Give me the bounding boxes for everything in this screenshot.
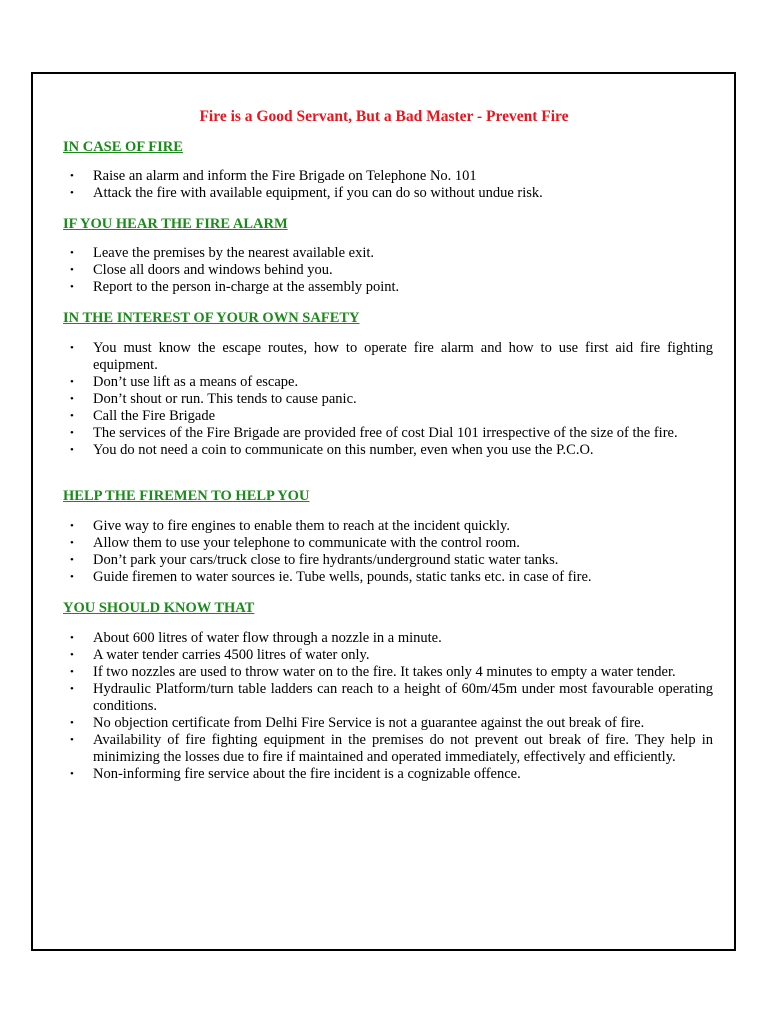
list-item: • Close all doors and windows behind you. [70, 262, 333, 278]
bullet-icon: • [70, 187, 74, 199]
bullet-icon: • [70, 247, 74, 259]
bullet-icon: • [70, 264, 74, 276]
bullet-icon: • [70, 444, 74, 456]
section-heading: IN THE INTEREST OF YOUR OWN SAFETY [63, 310, 360, 326]
section-heading: IF YOU HEAR THE FIRE ALARM [63, 216, 288, 232]
bullet-icon: • [70, 768, 74, 780]
list-item: • Leave the premises by the nearest available exit. [70, 245, 375, 261]
bullet-list [63, 518, 713, 586]
bullet-icon: • [70, 554, 74, 566]
bullet-icon: • [70, 281, 74, 293]
bullet-list [63, 168, 713, 202]
section-in-case-of-fire [63, 138, 713, 202]
list-item: • You do not need a coin to communicate on this number, even when you use the P.C.O. [70, 442, 594, 458]
list-item: • Hydraulic Platform/turn table ladders can reach to a height of 60m/45m under most favourable operating conditions. [70, 681, 713, 714]
bullet-icon: • [70, 427, 74, 439]
section-you-should-know-that [63, 599, 713, 783]
section-own-safety [63, 309, 713, 459]
bullet-icon: • [70, 683, 74, 695]
list-item: • Report to the person in-charge at the assembly point. [70, 279, 400, 295]
bullet-icon: • [70, 520, 74, 532]
list-item: • Guide firemen to water sources ie. Tube wells, pounds, static tanks etc. in case of fire. [70, 569, 592, 585]
list-item: • About 600 litres of water flow through a nozzle in a minute. [70, 630, 442, 646]
list-item: • Give way to fire engines to enable them to reach at the incident quickly. [70, 518, 510, 534]
bullet-list [63, 245, 713, 296]
list-item: • You must know the escape routes, how to operate fire alarm and how to use first aid fire fighting equipment. [70, 340, 713, 373]
section-help-the-firemen [63, 487, 713, 586]
bullet-list [63, 340, 713, 459]
bullet-icon: • [70, 170, 74, 182]
list-item: • Allow them to use your telephone to communicate with the control room. [70, 535, 520, 551]
section-heading: YOU SHOULD KNOW THAT [63, 600, 255, 616]
section-heading: IN CASE OF FIRE [63, 139, 183, 155]
list-item: • Non-informing fire service about the fire incident is a cognizable offence. [70, 766, 521, 782]
list-item: • If two nozzles are used to throw water on to the fire. It takes only 4 minutes to empty a water tender. [70, 664, 676, 680]
list-item: • Don’t use lift as a means of escape. [70, 374, 299, 390]
bullet-icon: • [70, 632, 74, 644]
bullet-icon: • [70, 393, 74, 405]
bullet-list [63, 630, 713, 783]
list-item: • Don’t park your cars/truck close to fire hydrants/underground static water tanks. [70, 552, 559, 568]
bullet-icon: • [70, 666, 74, 678]
list-item: • The services of the Fire Brigade are provided free of cost Dial 101 irrespective of the size of the fire. [70, 425, 678, 441]
list-item: • Call the Fire Brigade [70, 408, 216, 424]
bullet-icon: • [70, 410, 74, 422]
list-item: • Raise an alarm and inform the Fire Brigade on Telephone No. 101 [70, 168, 477, 184]
bullet-icon: • [70, 734, 74, 746]
list-item: • Don’t shout or run. This tends to cause panic. [70, 391, 357, 407]
bullet-icon: • [70, 376, 74, 388]
page-title: Fire is a Good Servant, But a Bad Master - Prevent Fire [199, 108, 569, 125]
bullet-icon: • [70, 717, 74, 729]
list-item: • Attack the fire with available equipment, if you can do so without undue risk. [70, 185, 543, 201]
list-item: • A water tender carries 4500 litres of water only. [70, 647, 370, 663]
list-item: • No objection certificate from Delhi Fire Service is not a guarantee against the out break of fire. [70, 715, 645, 731]
section-if-you-hear-the-fire-alarm [63, 215, 713, 296]
bullet-icon: • [70, 649, 74, 661]
section-heading: HELP THE FIREMEN TO HELP YOU [63, 488, 310, 504]
list-item: • Availability of fire fighting equipment in the premises do not prevent out break of fire. They help in minimizing the losses due to fire if maintained and operated immediately, effectively and efficiently. [70, 732, 713, 765]
bullet-icon: • [70, 571, 74, 583]
bullet-icon: • [70, 342, 74, 354]
bullet-icon: • [70, 537, 74, 549]
